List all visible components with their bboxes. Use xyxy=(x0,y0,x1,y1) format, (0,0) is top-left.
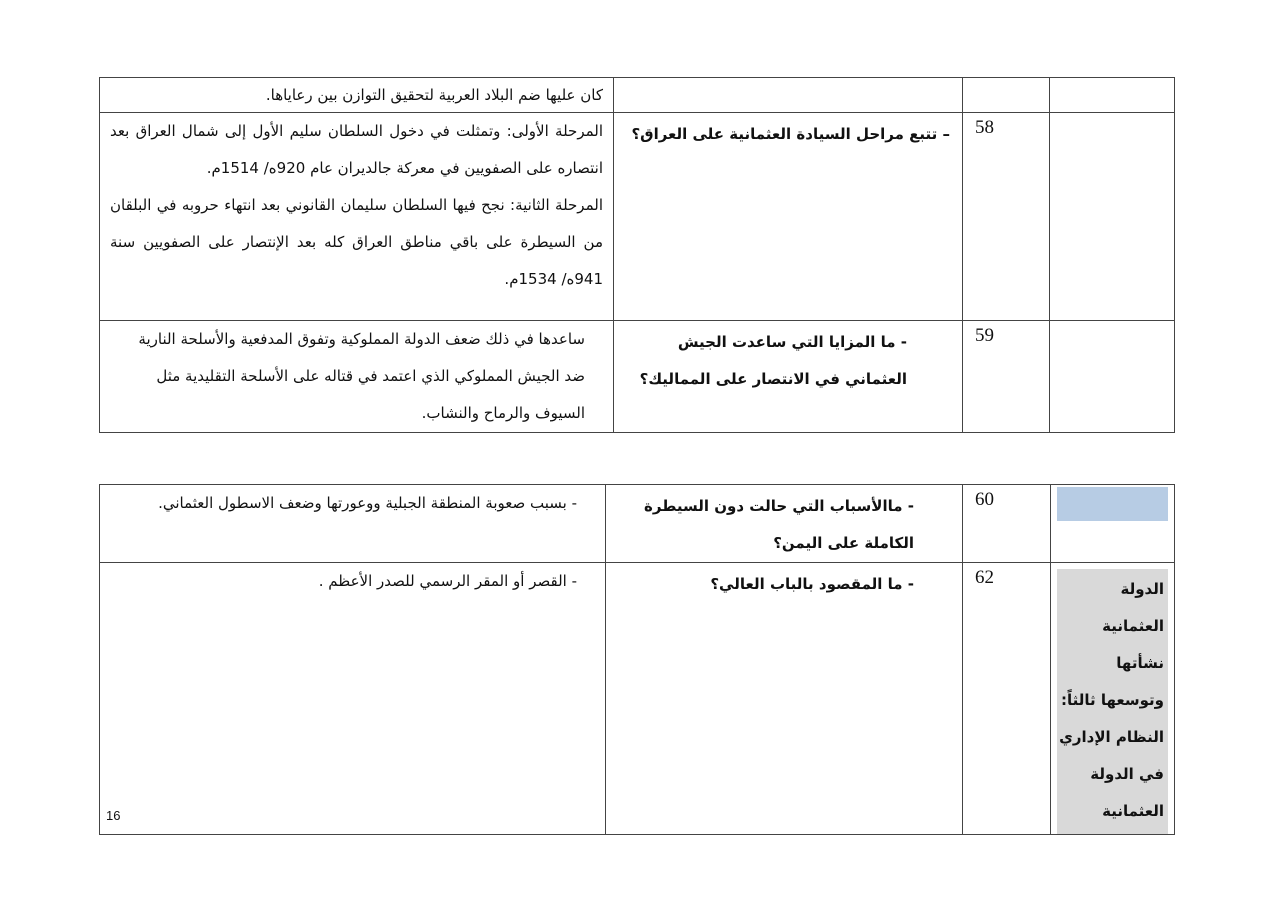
blue-highlight xyxy=(1057,487,1168,521)
number-cell: 60 xyxy=(963,485,1051,563)
question-cell: – تتبع مراحل السيادة العثمانية على العراق؟ xyxy=(614,113,963,321)
questions-table-1 xyxy=(99,77,1175,433)
page-number: 16 xyxy=(106,808,121,823)
section-note: الدولة العثمانية نشأتها وتوسعها ثالثاً: النظام الإداري في الدولة العثمانية xyxy=(1057,569,1168,834)
table-row xyxy=(100,78,1175,113)
number-cell: 59 xyxy=(963,321,1050,433)
answer-paragraph: كان عليها ضم البلاد العربية لتحقيق التوازن بين رعاياها. xyxy=(265,86,603,104)
answer-cell xyxy=(100,563,606,835)
table-row xyxy=(100,563,1175,835)
side-cell xyxy=(1050,78,1175,113)
table-row xyxy=(100,113,1175,321)
question-cell: - ما المقصود بالباب العالي؟ xyxy=(606,563,963,835)
number-cell: 62 xyxy=(963,563,1051,835)
answer-cell xyxy=(100,78,614,113)
answer-paragraph: المرحلة الثانية: نجح فيها السلطان سليمان القانوني بعد انتهاء حروبه في البلقان من السيطرة على باقي مناطق العراق كله بعد الإنتصار على الصفويين سنة 941ه/ 1534م. xyxy=(110,196,603,288)
answer-cell xyxy=(100,113,614,321)
question-cell xyxy=(614,78,963,113)
number-cell: 58 xyxy=(963,113,1050,321)
side-cell xyxy=(1051,485,1175,563)
questions-table-2 xyxy=(99,484,1175,835)
question-cell: - ماالأسباب التي حالت دون السيطرة الكاملة على اليمن؟ xyxy=(606,485,963,563)
answer-paragraph: - بسبب صعوبة المنطقة الجبلية ووعورتها وضعف الاسطول العثماني. xyxy=(158,494,577,512)
side-cell xyxy=(1050,113,1175,321)
number-cell xyxy=(963,78,1050,113)
answer-paragraph: - القصر أو المقر الرسمي للصدر الأعظم . xyxy=(318,572,577,590)
table-row xyxy=(100,321,1175,433)
answer-paragraph: المرحلة الأولى: وتمثلت في دخول السلطان سليم الأول إلى شمال العراق بعد انتصاره على الصفويين في معركة جالديران عام 920ه/ 1514م. xyxy=(110,122,603,177)
question-cell: - ما المزايا التي ساعدت الجيش العثماني في الانتصار على المماليك؟ xyxy=(614,321,963,433)
table-row xyxy=(100,485,1175,563)
answer-paragraph: ساعدها في ذلك ضعف الدولة المملوكية وتفوق المدفعية والأسلحة النارية ضد الجيش المملوكي الذي اعتمد في قتاله على الأسلحة التقليدية مثل السيوف والرماح والنشاب. xyxy=(138,330,585,422)
side-cell xyxy=(1051,563,1175,835)
answer-cell xyxy=(100,485,606,563)
answer-cell xyxy=(100,321,614,433)
side-cell xyxy=(1050,321,1175,433)
